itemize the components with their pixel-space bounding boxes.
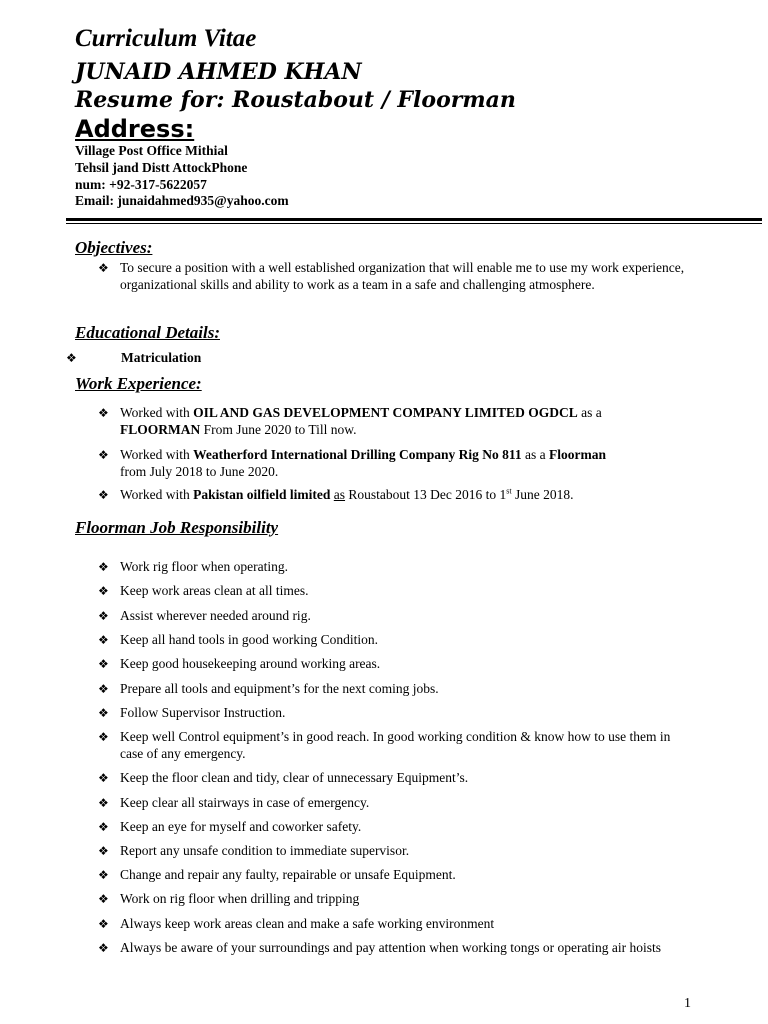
diamond-bullet-icon: ❖ [98, 657, 109, 671]
page-number: 1 [684, 996, 691, 1011]
diamond-bullet-icon: ❖ [98, 609, 109, 623]
diamond-bullet-icon: ❖ [66, 351, 77, 365]
responsibility-text: Keep clear all stairways in case of emergency. [120, 795, 370, 810]
responsibility-text: Always keep work areas clean and make a safe working environment [120, 916, 495, 931]
diamond-bullet-icon: ❖ [98, 941, 109, 955]
responsibility-text: Change and repair any faulty, repairable or unsafe Equipment. [120, 867, 456, 882]
work-period: from July 2018 to June 2020. [120, 463, 279, 479]
diamond-bullet-icon: ❖ [98, 560, 109, 574]
employer-name: OIL AND GAS DEVELOPMENT COMPANY LIMITED OGDCL [193, 405, 578, 420]
work-period: From June 2020 to Till now. [200, 421, 357, 437]
work-text: as a [521, 447, 550, 462]
responsibility-text: Assist wherever needed around rig. [120, 608, 311, 623]
address-line: num: +92-317-5622057 [75, 177, 207, 192]
responsibility-text: Follow Supervisor Instruction. [120, 705, 286, 720]
objectives-heading: Objectives: [75, 238, 153, 257]
diamond-bullet-icon: ❖ [98, 261, 109, 275]
diamond-bullet-icon: ❖ [98, 682, 109, 696]
diamond-bullet-icon: ❖ [98, 488, 109, 502]
address-heading: Address: [75, 115, 195, 143]
ordinal-suffix: st [506, 486, 512, 496]
address-line: Village Post Office Mithial [75, 143, 228, 158]
education-text: Matriculation [121, 350, 202, 365]
responsibility-text: Keep an eye for myself and coworker safety. [120, 819, 362, 834]
email-line: Email: junaidahmed935@yahoo.com [75, 193, 289, 208]
objectives-text: To secure a position with a well established organization that will enable me to use my work experience, organizational skills and ability to work as a team in a safe and challenging atmosphere. [120, 260, 685, 292]
employer-name: Pakistan oilfield limited [193, 487, 334, 502]
responsibility-text: Keep the floor clean and tidy, clear of unnecessary Equipment’s. [120, 770, 469, 785]
responsibility-text: Work on rig floor when drilling and tripping [120, 891, 360, 906]
work-period: Roustabout 13 Dec 2016 to 1 [345, 487, 507, 502]
responsibility-text: Keep work areas clean at all times. [120, 583, 309, 598]
responsibility-text: Prepare all tools and equipment’s for the next coming jobs. [120, 681, 439, 696]
diamond-bullet-icon: ❖ [98, 633, 109, 647]
responsibility-text: Report any unsafe condition to immediate supervisor. [120, 843, 410, 858]
diamond-bullet-icon: ❖ [98, 730, 109, 744]
diamond-bullet-icon: ❖ [98, 844, 109, 858]
employer-name: Weatherford International Drilling Company Rig No 811 [193, 447, 522, 462]
cv-title: Curriculum Vitae [75, 25, 257, 52]
responsibility-text: Keep all hand tools in good working Condition. [120, 632, 378, 647]
work-heading: Work Experience: [75, 374, 202, 393]
work-text: as [333, 487, 346, 502]
responsibility-text: Keep good housekeeping around working areas. [120, 656, 381, 671]
responsibility-text: Work rig floor when operating. [120, 559, 288, 574]
diamond-bullet-icon: ❖ [98, 917, 109, 931]
work-text: as a [577, 405, 602, 420]
diamond-bullet-icon: ❖ [98, 706, 109, 720]
header-divider-thin [66, 223, 762, 224]
diamond-bullet-icon: ❖ [98, 892, 109, 906]
resume-for-title: Resume for: Roustabout / Floorman [75, 87, 516, 113]
education-heading: Educational Details: [75, 323, 220, 342]
responsibility-text: Keep well Control equipment’s in good reach. In good working condition & know how to use them in case of any emergency. [120, 729, 671, 761]
diamond-bullet-icon: ❖ [98, 448, 109, 462]
work-text: Worked with [120, 405, 194, 420]
work-period: June 2018. [511, 487, 574, 502]
job-title: FLOORMAN [120, 421, 201, 437]
diamond-bullet-icon: ❖ [98, 820, 109, 834]
work-text: Worked with [120, 447, 194, 462]
diamond-bullet-icon: ❖ [98, 584, 109, 598]
responsibility-text: Always be aware of your surroundings and pay attention when working tongs or operating air hoists [120, 940, 662, 955]
header-divider [66, 218, 762, 221]
job-title: Floorman [549, 447, 607, 462]
applicant-name: JUNAID AHMED KHAN [75, 59, 362, 85]
diamond-bullet-icon: ❖ [98, 406, 109, 420]
diamond-bullet-icon: ❖ [98, 868, 109, 882]
diamond-bullet-icon: ❖ [98, 796, 109, 810]
work-text: Worked with [120, 487, 194, 502]
diamond-bullet-icon: ❖ [98, 771, 109, 785]
address-line: Tehsil jand Distt AttockPhone [75, 160, 248, 175]
responsibility-heading: Floorman Job Responsibility [75, 518, 279, 537]
